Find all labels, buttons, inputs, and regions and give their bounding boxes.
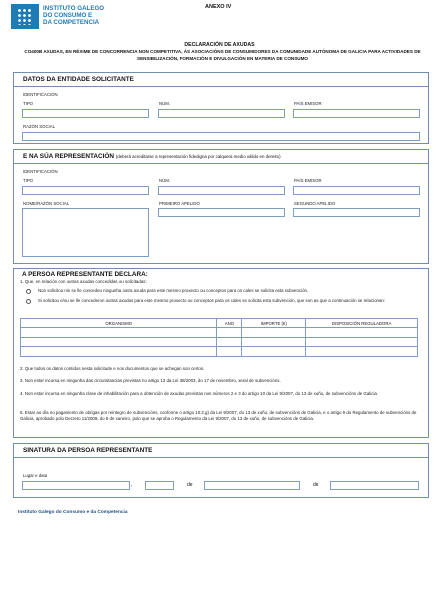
column-header: ANO — [217, 319, 242, 328]
table-cell[interactable] — [306, 347, 418, 356]
page-title: DECLARACIÓN DE AXUDAS — [184, 42, 255, 48]
column-header: ORGANISMO — [21, 319, 217, 328]
applicant-section-title: DATOS DA ENTIDADE SOLICITANTE — [23, 76, 134, 83]
applicant-num-field[interactable] — [158, 109, 285, 118]
table-cell[interactable] — [242, 337, 306, 346]
identification-label: IDENTIFICACIÓN — [23, 169, 58, 174]
logo-line: DA COMPETENCIA — [43, 19, 100, 26]
place-field[interactable] — [22, 481, 133, 490]
option-no-aid-text: Non solicitou nin se lle concedeu ningunha outra axuda para este mesmo proxecto ou conceptos para os cales se solicita esta subvención. — [38, 288, 309, 293]
signature-section — [13, 443, 429, 498]
declaration-item-4: 4. Non estar incursa en ningunha clase de inhabilitación para a obtención de axudas previstas nos números 2 e 3 do artigo 10 da Lei 9/2007, do 13 de xuño, de subvencións de Galicia. — [20, 391, 379, 396]
table-cell[interactable] — [242, 347, 306, 356]
num-label: NÚM. — [159, 101, 170, 106]
table-cell[interactable] — [21, 328, 217, 337]
table-cell[interactable] — [21, 337, 217, 346]
section-divider — [14, 86, 428, 87]
declaration-item-3: 3. Non estar incursa en ningunha das circunstancias previstas no artigo 13 da Lei 38/2003, do 17 de novembro, xeral de subvencións. — [20, 378, 281, 383]
month-field[interactable] — [204, 481, 300, 490]
table-cell[interactable] — [306, 328, 418, 337]
apelido2-label: SEGUNDO APELIDO — [294, 201, 336, 206]
option-no-aid-radio[interactable] — [26, 289, 31, 294]
table-cell[interactable] — [306, 337, 418, 346]
apelido1-label: PRIMEIRO APELIDO — [159, 201, 200, 206]
signature-section-title: SINATURA DA PERSOA REPRESENTANTE — [23, 447, 153, 454]
institution-logo — [11, 4, 39, 29]
place-date-label: Lugar e data — [23, 473, 48, 478]
declaration-section-title: A PERSOA REPRESENTANTE DECLARA: — [22, 271, 148, 278]
razon-label: RAZÓN SOCIAL — [23, 124, 55, 129]
representative-name-field[interactable] — [22, 208, 149, 257]
identification-label: IDENTIFICACIÓN — [23, 92, 58, 97]
annex-label: ANEXO IV — [205, 4, 232, 10]
column-header: DISPOSICIÓN REGULADORA — [306, 319, 418, 328]
option-other-aid-radio[interactable] — [26, 299, 31, 304]
table-cell[interactable] — [217, 328, 242, 337]
table-cell[interactable] — [217, 337, 242, 346]
table-cell[interactable] — [217, 347, 242, 356]
tipo-label: TIPO — [23, 101, 34, 106]
logo-emblem-icon — [17, 8, 33, 25]
tipo-label: TIPO — [23, 178, 34, 183]
representative-section — [13, 149, 429, 264]
representative-pais-field[interactable] — [293, 186, 420, 195]
nombre-label: NOME/RAZÓN SOCIAL — [23, 201, 70, 206]
representative-note: (deberá acreditarse a representación fidedigna por calquera medio válido en dereito) — [115, 154, 281, 159]
table-row — [21, 337, 418, 346]
declaration-item-2: 2. Que todos os datos contidos nesta solicitude e nos documentos que se achegan son certos. — [20, 366, 205, 371]
pais-label: PAÍS EMISOR — [294, 101, 322, 106]
representative-section-title: E NA SÚA REPRESENTACIÓN (deberá acreditarse a representación fidedigna por calquera medio válido en dereito) — [23, 153, 281, 160]
declaration-item-1: 1. Que, en relación con outras axudas concedidas ou solicitadas: — [20, 279, 147, 284]
representative-num-field[interactable] — [158, 186, 285, 195]
applicant-pais-field[interactable] — [293, 109, 420, 118]
logo-line: INSTITUTO GALEGO — [43, 5, 105, 12]
declaration-item-5: 5. Estar ao día no pagamento de obrigas por reintegro de subvencións, conforme o artigo 10.2.g) da Lei 9/2007, do 13 de xuño, de subvencións de Galicia, e o artigo 9 do Regulamento de subvencións de Galicia, aprobado polo Decreto 11/2009, do 8 de xaneiro, polo que se aproba o Regulamento da Lei 9/2007, do 13 de xuño, de subvencións de Galicia. — [20, 410, 417, 421]
page-subtitle: CO400B AXUDAS, EN RÉXIME DE CONCORRENCIA NON COMPETITIVA, ÁS ASOCIACIÓNS DE CONSUMIDORES DA COMUNIDADE AUTÓNOMA DE GALICIA PARA ACTIVIDADES DE SENSIBILIZACIÓN, FORMACIÓN E DIVULGACIÓN EN MATERIA DE CONSUMO — [24, 49, 421, 61]
section-divider — [14, 163, 428, 164]
num-label: NÚM. — [159, 178, 170, 183]
representative-apelido2-field[interactable] — [293, 208, 420, 217]
logo-line: DO CONSUMO E — [43, 12, 93, 19]
table-row — [21, 328, 418, 337]
applicant-tipo-field[interactable] — [22, 109, 149, 118]
table-header-row — [21, 319, 418, 328]
option-other-aid-text: Si solicitou e/ou se lle concederon outras axudas para este mesmo proxecto ou conceptos para os cales se solicita esta subvención, que son as que a continuación se relacionan: — [38, 298, 386, 303]
table-row — [21, 347, 418, 356]
section-divider — [14, 457, 428, 458]
table-cell[interactable] — [242, 328, 306, 337]
logo-text — [43, 5, 143, 26]
de-label: de — [187, 482, 193, 488]
de-label: de — [313, 482, 319, 488]
representative-tipo-field[interactable] — [22, 186, 149, 195]
applicant-razon-field[interactable] — [22, 132, 420, 141]
day-field[interactable] — [145, 481, 174, 490]
footer-institution: Instituto Galego do Consumo e da Competencia — [18, 510, 128, 515]
comma-separator: , — [131, 482, 133, 488]
table-cell[interactable] — [21, 347, 217, 356]
year-field[interactable] — [330, 481, 419, 490]
column-header: IMPORTE (€) — [242, 319, 306, 328]
applicant-section — [13, 72, 429, 144]
representative-apelido1-field[interactable] — [158, 208, 285, 217]
aid-table — [20, 318, 418, 357]
pais-label: PAÍS EMISOR — [294, 178, 322, 183]
